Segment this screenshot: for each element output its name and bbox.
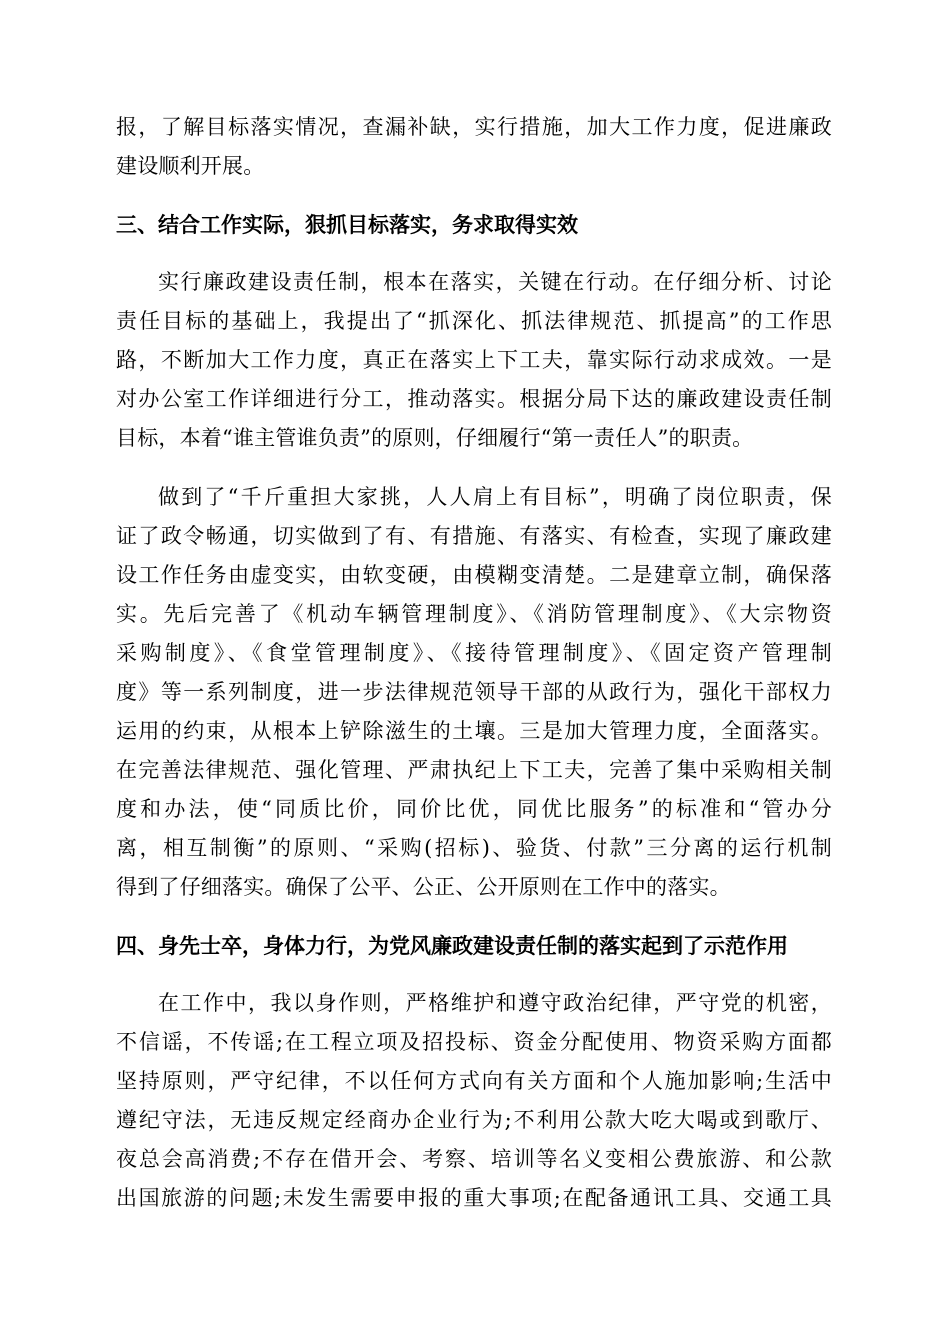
text-line: 责任目标的基础上，我提出了“抓深化、抓法律规范、抓提高”的工作思	[116, 309, 832, 333]
text-line: 实。先后完善了《机动车辆管理制度》、《消防管理制度》、《大宗物资	[116, 602, 832, 626]
text-line: 建设顺利开展。	[116, 154, 265, 178]
text-line: 证了政令畅通，切实做到了有、有措施、有落实、有检查，实现了廉政建	[116, 524, 832, 548]
text-line: 遵纪守法，无违反规定经商办企业行为;不利用公款大吃大喝或到歌厅、	[116, 1108, 832, 1132]
paragraph-3a	[116, 263, 832, 458]
text-line: 出国旅游的问题;未发生需要申报的重大事项;在配备通讯工具、交通工具	[116, 1186, 832, 1210]
paragraph-3b	[116, 478, 832, 907]
text-line: 离，相互制衡”的原则、“采购(招标)、验货、付款”三分离的运行机制	[116, 836, 832, 860]
paragraph-4	[116, 984, 832, 1218]
text-line: 在完善法律规范、强化管理、严肃执纪上下工夫，完善了集中采购相关制	[116, 758, 832, 782]
text-line: 坚持原则，严守纪律，不以任何方式向有关方面和个人施加影响;生活中	[116, 1069, 832, 1093]
text-line: 不信谣，不传谣;在工程立项及招投标、资金分配使用、物资采购方面都	[116, 1030, 832, 1054]
paragraph-intro	[116, 108, 832, 186]
text-line: 实行廉政建设责任制，根本在落实，关键在行动。在仔细分析、讨论	[158, 270, 832, 294]
section-heading-4: 四、身先士卒，身体力行，为党风廉政建设责任制的落实起到了示范作用	[116, 933, 788, 958]
document-page	[116, 108, 832, 1218]
text-line: 度和办法，使“同质比价，同价比优，同优比服务”的标准和“管办分	[116, 797, 832, 821]
section-heading-3: 三、结合工作实际，狠抓目标落实，务求取得实效	[116, 212, 578, 237]
text-line: 夜总会高消费;不存在借开会、考察、培训等名义变相公费旅游、和公款	[116, 1147, 832, 1171]
text-line: 运用的约束，从根本上铲除滋生的土壤。三是加大管理力度，全面落实。	[116, 719, 832, 743]
text-line: 目标，本着“谁主管谁负责”的原则，仔细履行“第一责任人”的职责。	[116, 426, 754, 450]
text-line: 在工作中，我以身作则，严格维护和遵守政治纪律，严守党的机密，	[158, 991, 832, 1015]
text-line: 采购制度》、《食堂管理制度》、《接待管理制度》、《固定资产管理制	[116, 641, 832, 665]
text-line: 度》等一系列制度，进一步法律规范领导干部的从政行为，强化干部权力	[116, 680, 832, 704]
text-line: 路，不断加大工作力度，真正在落实上下工夫，靠实际行动求成效。一是	[116, 348, 832, 372]
text-line: 报，了解目标落实情况，查漏补缺，实行措施，加大工作力度，促进廉政	[116, 115, 832, 139]
text-line: 对办公室工作详细进行分工，推动落实。根据分局下达的廉政建设责任制	[116, 387, 832, 411]
text-line: 做到了“千斤重担大家挑，人人肩上有目标”，明确了岗位职责，保	[158, 485, 832, 509]
text-line: 得到了仔细落实。确保了公平、公正、公开原则在工作中的落实。	[116, 875, 731, 899]
text-line: 设工作任务由虚变实，由软变硬，由模糊变清楚。二是建章立制，确保落	[116, 563, 832, 587]
